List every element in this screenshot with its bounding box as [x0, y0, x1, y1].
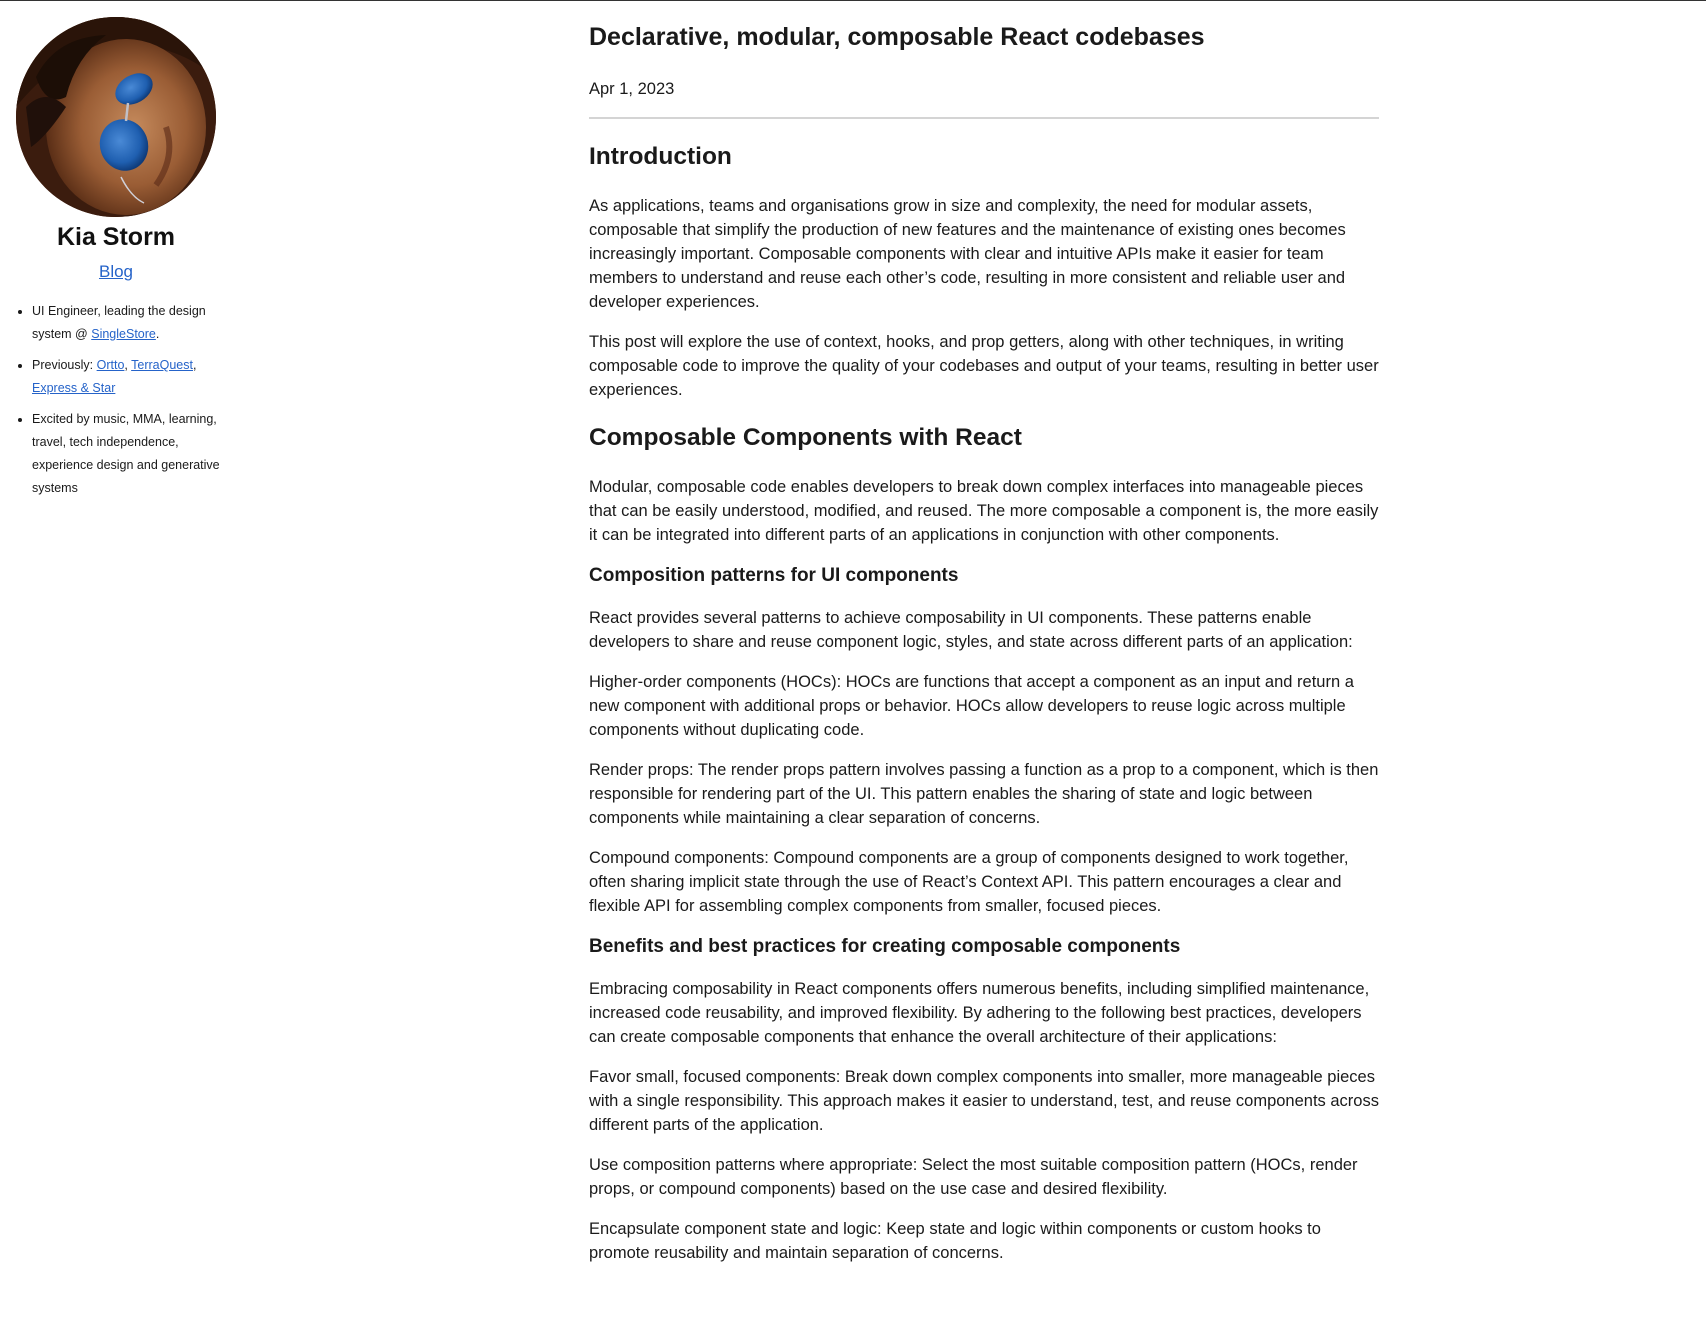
paragraph: React provides several patterns to achieve composability in UI components. These patterns enable developers to share and reuse component logic, styles, and state across different parts of an application:	[589, 609, 1353, 651]
paragraph: Favor small, focused components: Break down complex components into smaller, more manageable pieces with a single responsibility. This approach makes it easier to understand, test, and reuse components across different parts of the application.	[589, 1068, 1379, 1134]
author-name: Kia Storm	[56, 223, 176, 251]
bio-role-suffix: .	[155, 327, 160, 341]
bio-list	[14, 300, 228, 508]
divider	[589, 117, 1379, 119]
avatar	[16, 17, 216, 217]
blog-link[interactable]: Blog	[98, 262, 134, 281]
paragraph: This post will explore the use of context, hooks, and prop getters, along with other techniques, in writing composable code to improve the quality of your codebases and output of your teams, resulting in better user experiences.	[589, 333, 1379, 399]
heading-benefits: Benefits and best practices for creating composable components	[589, 936, 1181, 957]
bio-item-role	[32, 300, 228, 346]
bio-separator: ,	[124, 358, 132, 372]
terraquest-link[interactable]: TerraQuest	[131, 358, 193, 372]
heading-composition-patterns: Composition patterns for UI components	[589, 565, 959, 586]
post-body	[589, 141, 1379, 1281]
express-star-link[interactable]: Express & Star	[32, 381, 116, 395]
singlestore-link[interactable]: SingleStore	[91, 327, 156, 341]
bio-previously-label: Previously:	[32, 358, 97, 372]
paragraph: Embracing composability in React components offers numerous benefits, including simplified maintenance, increased code reusability, and improved flexibility. By adhering to the following best practices, developers can create composable components that enhance the overall architecture of their applications:	[589, 980, 1370, 1046]
heading-composable-components: Composable Components with React	[589, 424, 1022, 451]
heading-introduction: Introduction	[589, 143, 732, 170]
bio-role-text: UI Engineer, leading the design system @	[32, 304, 206, 341]
bio-separator: ,	[192, 358, 197, 372]
post-title: Declarative, modular, composable React codebases	[589, 23, 1205, 51]
ortto-link[interactable]: Ortto	[96, 358, 125, 372]
paragraph: Compound components: Compound components are a group of components designed to work together, often sharing implicit state through the use of React’s Context API. This pattern encourages a clear and flexible API for assembling complex components from smaller, focused pieces.	[589, 849, 1349, 915]
paragraph: Render props: The render props pattern involves passing a function as a prop to a component, which is then responsible for rendering part of the UI. This pattern enables the sharing of state and logic between components while maintaining a clear separation of concerns.	[589, 761, 1379, 827]
avatar-photo	[16, 17, 216, 217]
paragraph: Modular, composable code enables developers to break down complex interfaces into manageable pieces that can be easily understood, modified, and reused. The more composable a component is, the more easily it can be integrated into different parts of an applications in conjunction with other components.	[589, 478, 1379, 544]
post-date: Apr 1, 2023	[589, 80, 675, 98]
paragraph: Higher-order components (HOCs): HOCs are functions that accept a component as an input and return a new component with additional props or behavior. HOCs allow developers to reuse logic across multiple components without duplicating code.	[589, 673, 1354, 739]
paragraph: As applications, teams and organisations grow in size and complexity, the need for modular assets, composable that simplify the production of new features and the maintenance of existing ones becomes increasingly important. Composable components with clear and intuitive APIs make it easier for team members to understand and reuse each other’s code, resulting in more consistent and reliable user and developer experiences.	[589, 197, 1346, 311]
bio-item-interests: • Excited by music, MMA, learning, travel, tech independence, experience design and generative systems	[32, 408, 228, 500]
bio-item-previously	[32, 354, 228, 400]
paragraph: Encapsulate component state and logic: Keep state and logic within components or custom hooks to promote reusability and maintain separation of concerns.	[589, 1220, 1321, 1262]
blog-link-wrapper	[0, 262, 232, 282]
paragraph: Use composition patterns where appropriate: Select the most suitable composition pattern (HOCs, render props, or compound components) based on the use case and desired flexibility.	[589, 1156, 1358, 1198]
